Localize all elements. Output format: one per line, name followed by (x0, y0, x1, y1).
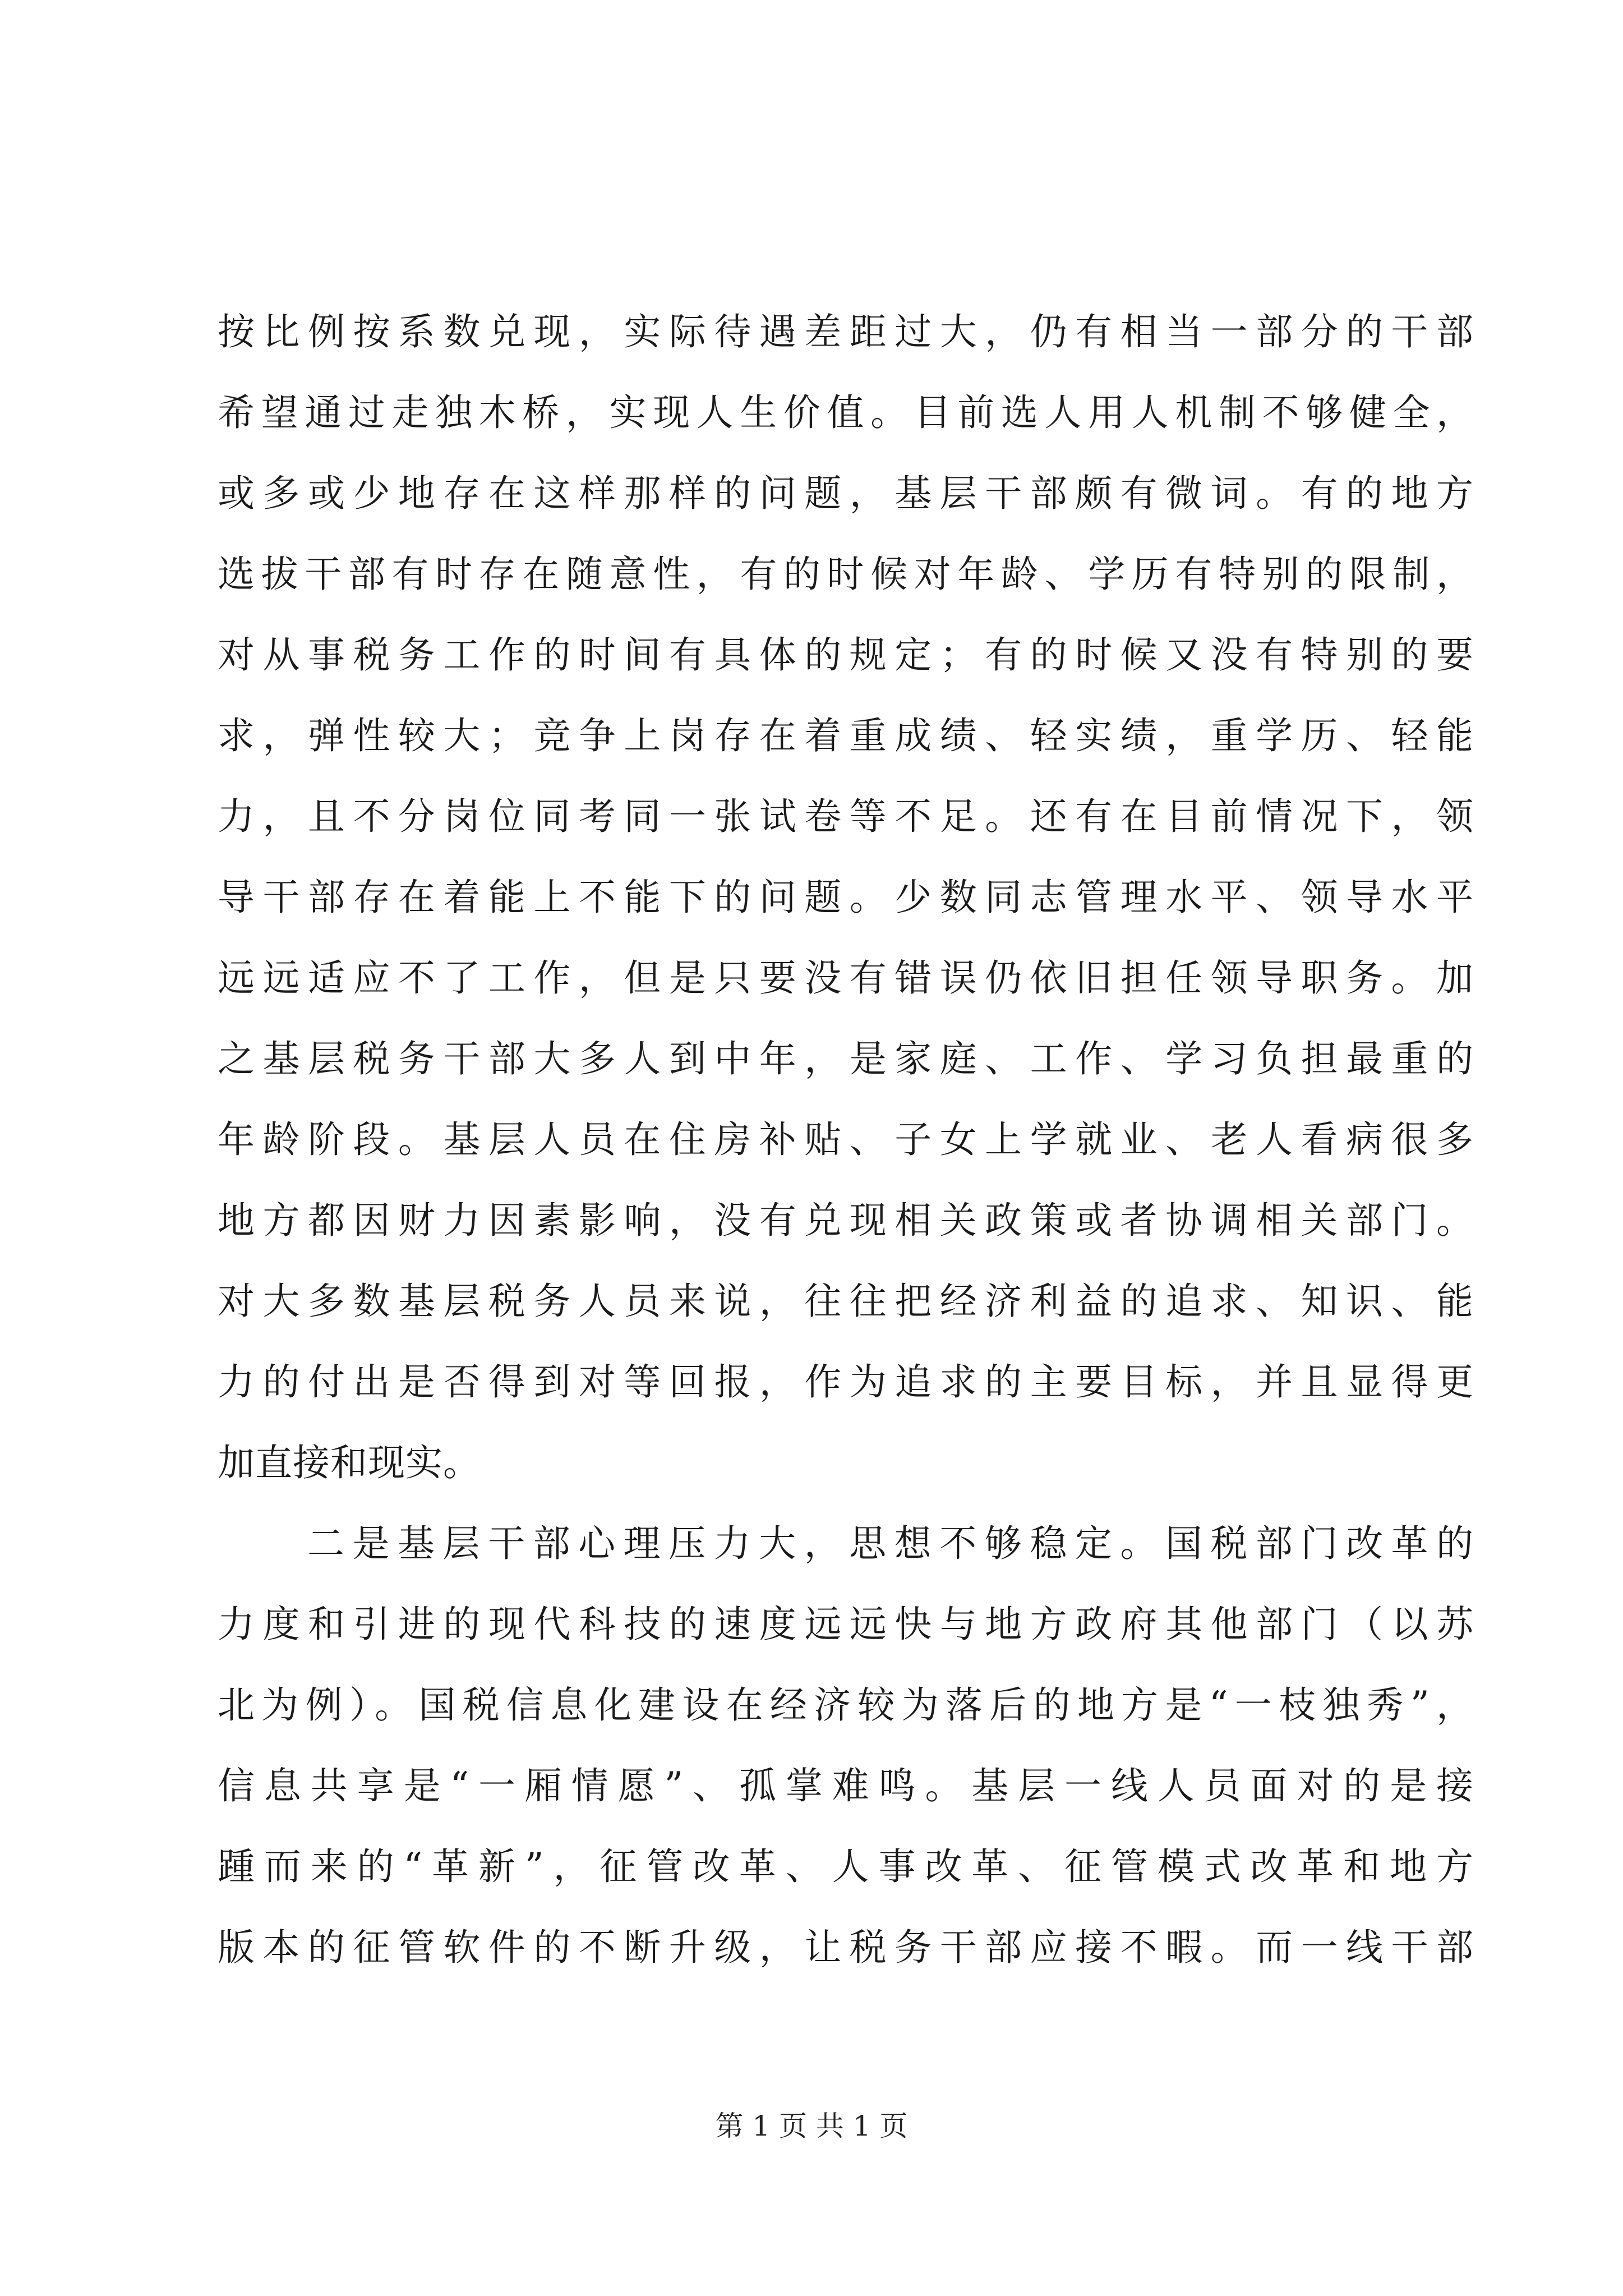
paragraph-line: 加直接和现实。 (218, 1441, 481, 1484)
paragraph-line: 力，且不分岗位同考同一张试卷等不足。还有在目前情况下，领 (218, 795, 1474, 838)
paragraph-line: 按比例按系数兑现，实际待遇差距过大，仍有相当一部分的干部 (218, 310, 1474, 353)
paragraph-line: 力的付出是否得到对等回报，作为追求的主要目标，并且显得更 (218, 1360, 1474, 1404)
paragraph-line: 求，弹性较大；竞争上岗存在着重成绩、轻实绩，重学历、轻能 (218, 714, 1474, 757)
paragraph-line: 信息共享是“一厢情愿”、孤掌难鸣。基层一线人员面对的是接 (218, 1764, 1474, 1807)
paragraph-line: 希望通过走独木桥，实现人生价值。目前选人用人机制不够健全， (218, 391, 1474, 434)
paragraph-line: 对从事税务工作的时间有具体的规定；有的时候又没有特别的要 (218, 633, 1474, 677)
paragraph-line: 选拔干部有时存在随意性，有的时候对年龄、学历有特别的限制， (218, 553, 1474, 596)
page-footer (0, 2109, 1623, 2143)
document-body (218, 292, 1474, 1988)
paragraph-line: 或多或少地存在这样那样的问题，基层干部颇有微词。有的地方 (218, 472, 1474, 515)
paragraph-line: 二是基层干部心理压力大，思想不够稳定。国税部门改革的 (307, 1522, 1474, 1565)
paragraph-line: 远远适应不了工作，但是只要没有错误仍依旧担任领导职务。加 (218, 956, 1474, 1000)
paragraph-line: 对大多数基层税务人员来说，往往把经济利益的追求、知识、能 (218, 1280, 1474, 1323)
paragraph-line: 导干部存在着能上不能下的问题。少数同志管理水平、领导水平 (218, 876, 1474, 919)
paragraph-line: 北为例）。国税信息化建设在经济较为落后的地方是“一枝独秀”， (218, 1683, 1474, 1727)
page-number-label: 第 1 页 共 1 页 (715, 2110, 908, 2142)
paragraph-line: 踵而来的“革新”，征管改革、人事改革、征管模式改革和地方 (218, 1845, 1474, 1888)
paragraph-line: 年龄阶段。基层人员在住房补贴、子女上学就业、老人看病很多 (218, 1118, 1474, 1161)
paragraph-line: 版本的征管软件的不断升级，让税务干部应接不暇。而一线干部 (218, 1926, 1474, 1969)
paragraph-line: 地方都因财力因素影响，没有兑现相关政策或者协调相关部门。 (218, 1199, 1474, 1242)
paragraph-line: 之基层税务干部大多人到中年，是家庭、工作、学习负担最重的 (218, 1037, 1474, 1080)
paragraph-line: 力度和引进的现代科技的速度远远快与地方政府其他部门（以苏 (218, 1603, 1474, 1646)
